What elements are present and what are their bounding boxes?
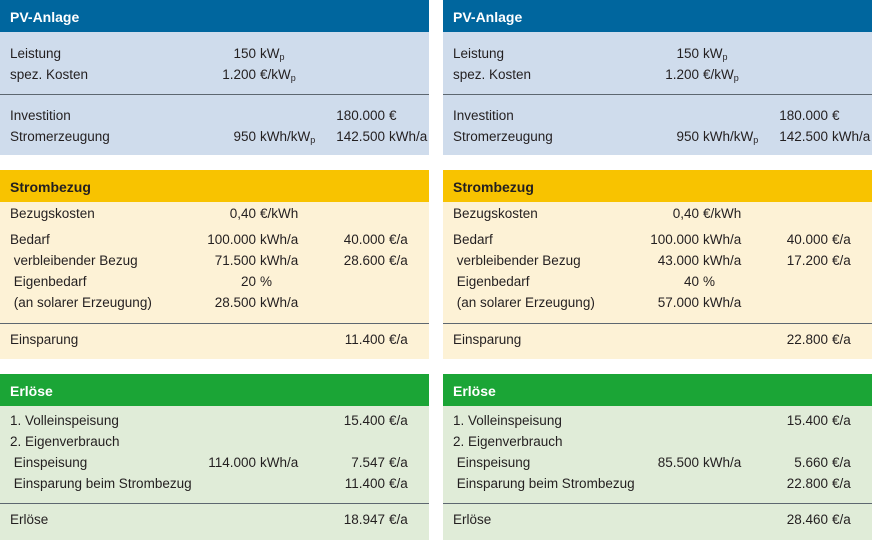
row-amount-value: 17.200 xyxy=(786,253,828,268)
row-amount-unit: €/a xyxy=(389,413,408,428)
scenario-panel-left xyxy=(0,0,429,555)
row-label: Einsparung xyxy=(453,332,522,347)
row-amount-value: 28.460 xyxy=(786,512,828,527)
row-amount-unit: € xyxy=(832,108,840,123)
row-quantity-value: 1.200 xyxy=(222,67,256,82)
table-row xyxy=(443,410,872,431)
row-quantity-unit: kWh/a xyxy=(703,232,742,247)
row-quantity-value: 150 xyxy=(676,46,699,61)
row-amount-value: 18.947 xyxy=(343,512,385,527)
row-label: Einsparung xyxy=(10,332,79,347)
row-group xyxy=(0,32,429,94)
row-amount-unit: €/a xyxy=(389,253,408,268)
row-amount-unit: € xyxy=(389,108,397,123)
row-group xyxy=(443,503,872,540)
row-label: verbleibender Bezug xyxy=(453,253,581,268)
row-group xyxy=(443,323,872,359)
row-label: Einsparung beim Strombezug xyxy=(453,476,635,491)
table-row xyxy=(0,126,429,147)
row-quantity-unit: kWh/$kW_p$ xyxy=(260,129,316,145)
row-group xyxy=(443,202,872,323)
table-row xyxy=(443,452,872,473)
table-row xyxy=(443,292,872,313)
section-title: Strombezug xyxy=(453,179,534,195)
row-quantity-value: 43.000 xyxy=(657,253,699,268)
section-green xyxy=(443,374,872,540)
row-quantity-value: 57.000 xyxy=(657,295,699,310)
row-label: Stromerzeugung xyxy=(453,129,553,144)
section-body xyxy=(0,406,429,540)
row-amount-value: 40.000 xyxy=(343,232,385,247)
row-quantity-value: 950 xyxy=(233,129,256,144)
row-quantity-unit: kWh/a xyxy=(703,295,742,310)
row-quantity-value: 100.000 xyxy=(207,232,256,247)
row-amount-value: 40.000 xyxy=(786,232,828,247)
row-quantity-value: 71.500 xyxy=(214,253,256,268)
table-row xyxy=(0,271,429,292)
row-amount-unit: €/a xyxy=(832,455,851,470)
table-row xyxy=(0,431,429,452)
row-quantity-unit: kWh/a xyxy=(703,253,742,268)
table-row xyxy=(0,105,429,126)
row-amount-value: 11.400 xyxy=(344,476,385,491)
section-body xyxy=(443,406,872,540)
row-label: Bezugskosten xyxy=(10,206,95,221)
row-quantity-unit: kWh/a xyxy=(260,253,299,268)
unit-subscript: p xyxy=(279,52,285,62)
row-amount-unit: €/a xyxy=(389,455,408,470)
row-amount-value: 180.000 xyxy=(779,108,828,123)
row-quantity-unit: $kW_p$ xyxy=(260,46,285,62)
row-amount-unit: €/a xyxy=(832,413,851,428)
section-header xyxy=(443,374,872,406)
row-label: Bedarf xyxy=(10,232,50,247)
table-row xyxy=(0,64,429,85)
row-label: Einspeisung xyxy=(453,455,531,470)
row-quantity-value: 150 xyxy=(233,46,256,61)
row-amount-value: 142.500 xyxy=(336,129,385,144)
table-row xyxy=(443,271,872,292)
table-row xyxy=(443,203,872,224)
section-body xyxy=(443,202,872,359)
table-row xyxy=(0,473,429,494)
row-label: Leistung xyxy=(453,46,505,61)
row-amount-value: 5.660 xyxy=(794,455,828,470)
row-quantity-unit: €/kWh xyxy=(260,206,299,221)
unit-subscript: p xyxy=(310,135,316,145)
row-group xyxy=(443,94,872,155)
row-quantity-value: 85.500 xyxy=(657,455,699,470)
row-quantity-value: 0,40 xyxy=(229,206,256,221)
row-quantity-value: 100.000 xyxy=(650,232,699,247)
row-quantity-unit: kWh/a xyxy=(260,232,299,247)
table-row xyxy=(443,473,872,494)
scenario-panel-right xyxy=(443,0,872,555)
unit-subscript: p xyxy=(722,52,728,62)
row-label: Investition xyxy=(453,108,514,123)
table-row xyxy=(0,229,429,250)
table-row xyxy=(0,410,429,431)
unit-subscript: p xyxy=(290,73,296,83)
section-blue xyxy=(443,0,872,155)
row-label: Einsparung beim Strombezug xyxy=(10,476,192,491)
row-label: Eigenbedarf xyxy=(453,274,530,289)
row-amount-unit: €/a xyxy=(832,232,851,247)
section-title: Erlöse xyxy=(10,383,53,399)
table-row xyxy=(443,105,872,126)
table-row xyxy=(443,250,872,271)
row-quantity-value: 950 xyxy=(676,129,699,144)
row-label: Einspeisung xyxy=(10,455,88,470)
table-row xyxy=(0,452,429,473)
row-amount-unit: €/a xyxy=(832,253,851,268)
row-quantity-unit: $kW_p$ xyxy=(703,46,728,62)
row-amount-value: 22.800 xyxy=(786,476,828,491)
row-label: 2. Eigenverbrauch xyxy=(10,434,120,449)
section-blue xyxy=(0,0,429,155)
row-amount-value: 22.800 xyxy=(786,332,828,347)
row-group xyxy=(0,406,429,503)
section-green xyxy=(0,374,429,540)
row-label: Bezugskosten xyxy=(453,206,538,221)
section-title: PV-Anlage xyxy=(10,9,80,25)
row-label: Investition xyxy=(10,108,71,123)
row-amount-value: 142.500 xyxy=(779,129,828,144)
row-quantity-unit: $€/kW_p$ xyxy=(260,67,296,83)
row-quantity-unit: % xyxy=(260,274,273,289)
row-label: verbleibender Bezug xyxy=(10,253,138,268)
row-group xyxy=(443,406,872,503)
row-group xyxy=(0,503,429,540)
row-amount-unit: €/a xyxy=(832,476,851,491)
row-label: Stromerzeugung xyxy=(10,129,110,144)
row-amount-value: 180.000 xyxy=(336,108,385,123)
row-label: Erlöse xyxy=(453,512,492,527)
row-quantity-unit: €/kWh xyxy=(703,206,742,221)
row-quantity-value: 40 xyxy=(683,274,699,289)
table-row xyxy=(0,329,429,350)
unit-subscript: p xyxy=(733,73,739,83)
section-body xyxy=(0,202,429,359)
section-yellow xyxy=(0,170,429,359)
row-amount-value: 7.547 xyxy=(351,455,385,470)
row-amount-value: 28.600 xyxy=(343,253,385,268)
row-label: Leistung xyxy=(10,46,62,61)
row-label: 1. Volleinspeisung xyxy=(10,413,119,428)
unit-subscript: p xyxy=(753,135,759,145)
table-row xyxy=(0,43,429,64)
row-amount-unit: €/a xyxy=(389,332,408,347)
table-row xyxy=(0,509,429,530)
row-label: 1. Volleinspeisung xyxy=(453,413,562,428)
row-quantity-value: 20 xyxy=(240,274,256,289)
row-group xyxy=(0,323,429,359)
table-row xyxy=(443,509,872,530)
row-label: (an solarer Erzeugung) xyxy=(10,295,152,310)
section-title: PV-Anlage xyxy=(453,9,523,25)
section-body xyxy=(443,32,872,155)
table-row xyxy=(0,292,429,313)
row-group xyxy=(443,32,872,94)
row-amount-unit: kWh/a xyxy=(832,129,871,144)
section-header xyxy=(443,170,872,202)
row-amount-value: 15.400 xyxy=(786,413,828,428)
row-quantity-value: 114.000 xyxy=(208,455,256,470)
row-amount-value: 11.400 xyxy=(344,332,385,347)
table-row xyxy=(443,431,872,452)
table-row xyxy=(443,329,872,350)
row-amount-value: 15.400 xyxy=(343,413,385,428)
row-amount-unit: €/a xyxy=(389,476,408,491)
row-quantity-unit: kWh/$kW_p$ xyxy=(703,129,759,145)
row-label: (an solarer Erzeugung) xyxy=(453,295,595,310)
row-label: Erlöse xyxy=(10,512,49,527)
table-row xyxy=(443,64,872,85)
row-amount-unit: kWh/a xyxy=(389,129,428,144)
row-quantity-unit: kWh/a xyxy=(703,455,742,470)
row-quantity-value: 28.500 xyxy=(214,295,256,310)
row-label: spez. Kosten xyxy=(10,67,89,82)
row-quantity-unit: $€/kW_p$ xyxy=(703,67,739,83)
section-header xyxy=(0,0,429,32)
row-quantity-unit: % xyxy=(703,274,716,289)
row-label: spez. Kosten xyxy=(453,67,532,82)
section-body xyxy=(0,32,429,155)
section-title: Strombezug xyxy=(10,179,91,195)
row-amount-unit: €/a xyxy=(832,512,851,527)
table-row xyxy=(0,250,429,271)
section-header xyxy=(443,0,872,32)
table-row xyxy=(443,229,872,250)
row-group xyxy=(0,202,429,323)
table-row xyxy=(0,203,429,224)
row-amount-unit: €/a xyxy=(389,512,408,527)
section-header xyxy=(0,170,429,202)
row-amount-unit: €/a xyxy=(832,332,851,347)
section-title: Erlöse xyxy=(453,383,496,399)
row-amount-unit: €/a xyxy=(389,232,408,247)
row-quantity-value: 0,40 xyxy=(672,206,699,221)
section-header xyxy=(0,374,429,406)
section-yellow xyxy=(443,170,872,359)
row-quantity-unit: kWh/a xyxy=(260,295,299,310)
row-label: Eigenbedarf xyxy=(10,274,87,289)
row-quantity-unit: kWh/a xyxy=(260,455,299,470)
row-quantity-value: 1.200 xyxy=(665,67,699,82)
row-label: 2. Eigenverbrauch xyxy=(453,434,563,449)
table-row xyxy=(443,126,872,147)
table-row xyxy=(443,43,872,64)
row-label: Bedarf xyxy=(453,232,493,247)
row-group xyxy=(0,94,429,155)
